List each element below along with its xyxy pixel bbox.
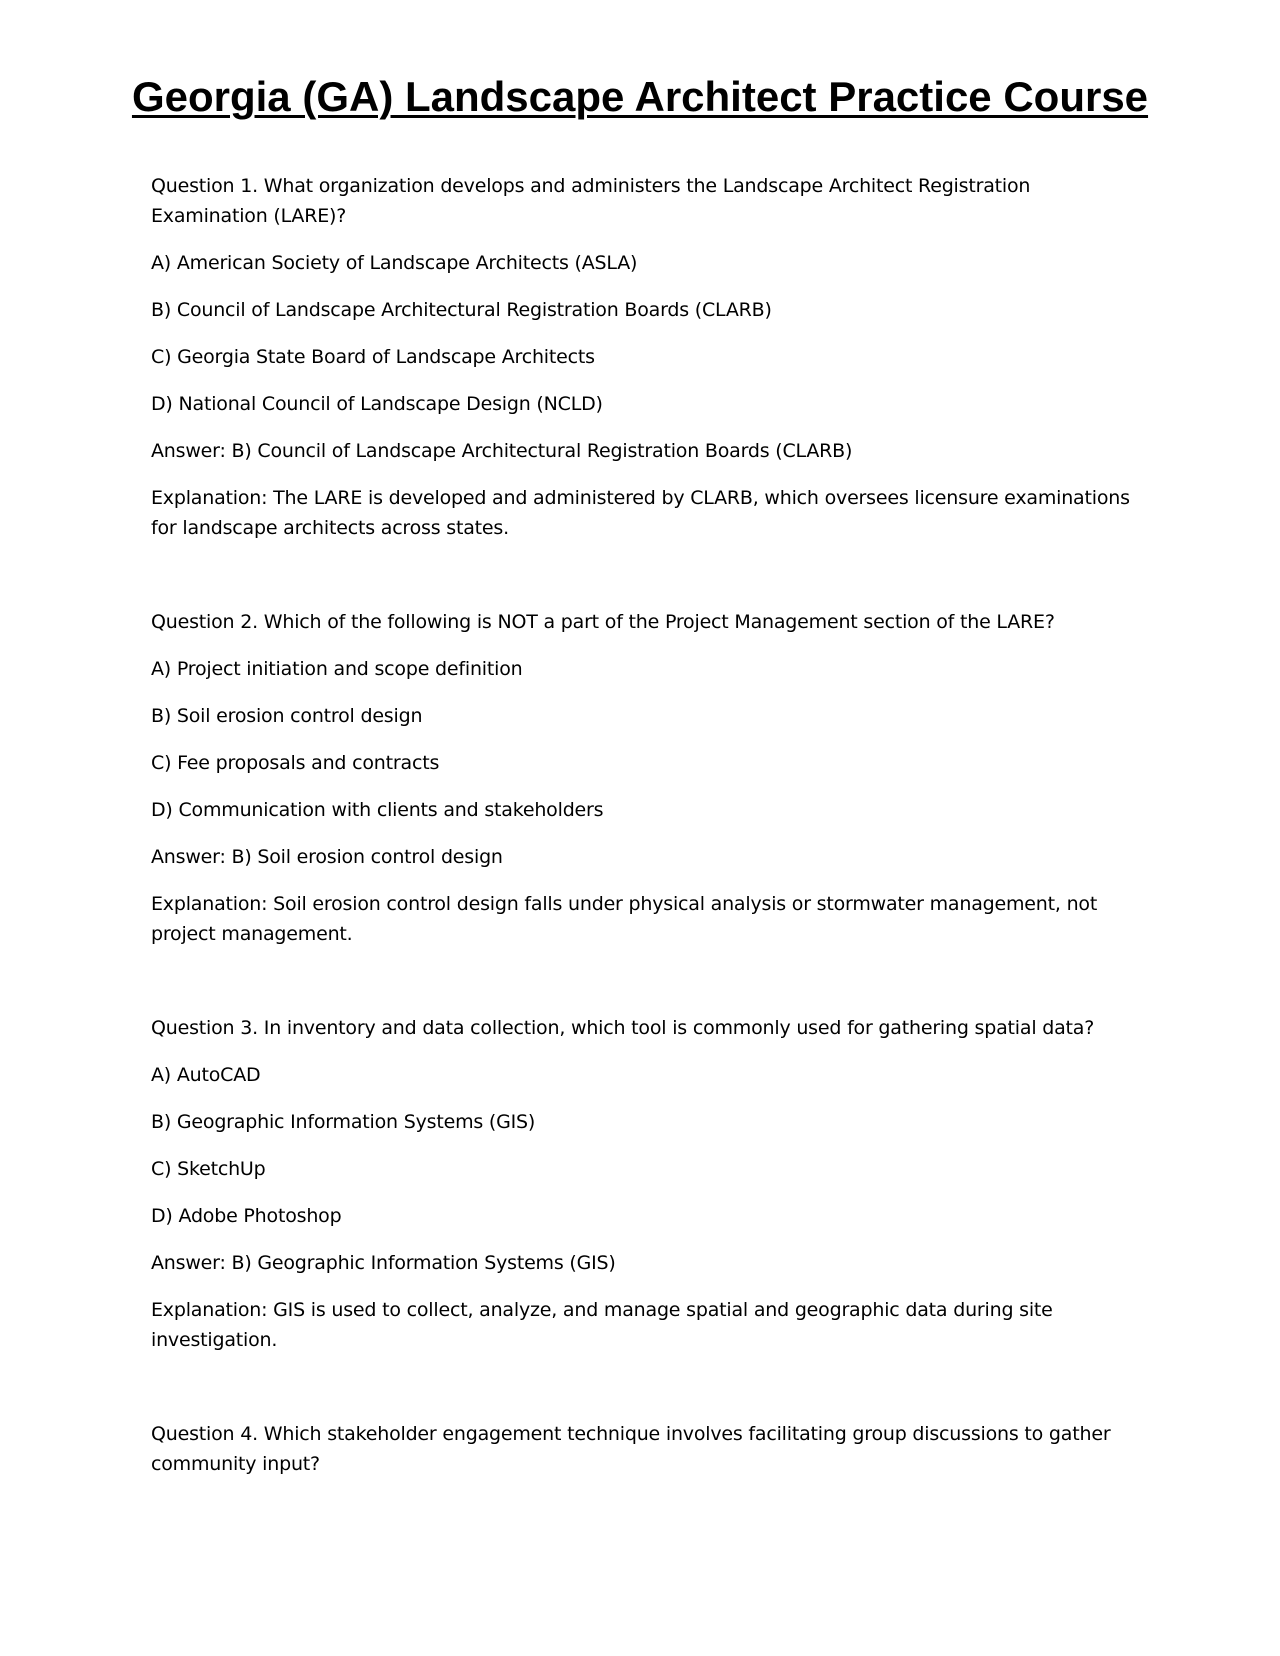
answer-text: Answer: B) Geographic Information Systems (GIS) — [151, 1252, 616, 1274]
explanation-text: Explanation: Soil erosion control design falls under physical analysis or stormwater management, not project management. — [151, 893, 1098, 945]
question-text: Question 2. Which of the following is NOT a part of the Project Management section of the LARE? — [151, 611, 1055, 633]
option-c: C) Fee proposals and contracts — [151, 752, 440, 774]
explanation-text: Explanation: The LARE is developed and administered by CLARB, which oversees licensure examinations for landscape architects across states. — [151, 487, 1130, 539]
option-b: B) Soil erosion control design — [151, 705, 423, 727]
answer-text: Answer: B) Soil erosion control design — [151, 846, 503, 868]
explanation-text: Explanation: GIS is used to collect, analyze, and manage spatial and geographic data during site investigation. — [151, 1299, 1053, 1351]
option-a: A) Project initiation and scope definition — [151, 658, 523, 680]
option-d: D) Adobe Photoshop — [151, 1205, 342, 1227]
option-c: C) Georgia State Board of Landscape Architects — [151, 346, 595, 368]
question-block-3 — [151, 1013, 1131, 1355]
question-block-4 — [151, 1419, 1131, 1479]
document-title: Georgia (GA) Landscape Architect Practice Course — [131, 73, 1149, 120]
option-b: B) Council of Landscape Architectural Registration Boards (CLARB) — [151, 299, 772, 321]
option-c: C) SketchUp — [151, 1158, 266, 1180]
options-list — [151, 654, 1131, 825]
question-text: Question 4. Which stakeholder engagement technique involves facilitating group discussions to gather community input? — [151, 1423, 1111, 1475]
option-d: D) National Council of Landscape Design (NCLD) — [151, 393, 603, 415]
document-body — [151, 171, 1131, 1496]
options-list — [151, 1060, 1131, 1231]
question-block-2 — [151, 607, 1131, 949]
answer-text: Answer: B) Council of Landscape Architectural Registration Boards (CLARB) — [151, 440, 853, 462]
option-d: D) Communication with clients and stakeholders — [151, 799, 604, 821]
question-text: Question 1. What organization develops and administers the Landscape Architect Registration Examination (LARE)? — [151, 175, 1031, 227]
options-list — [151, 248, 1131, 419]
question-text: Question 3. In inventory and data collection, which tool is commonly used for gathering spatial data? — [151, 1017, 1095, 1039]
option-a: A) AutoCAD — [151, 1064, 261, 1086]
option-a: A) American Society of Landscape Architects (ASLA) — [151, 252, 638, 274]
question-block-1 — [151, 171, 1131, 543]
option-b: B) Geographic Information Systems (GIS) — [151, 1111, 536, 1133]
